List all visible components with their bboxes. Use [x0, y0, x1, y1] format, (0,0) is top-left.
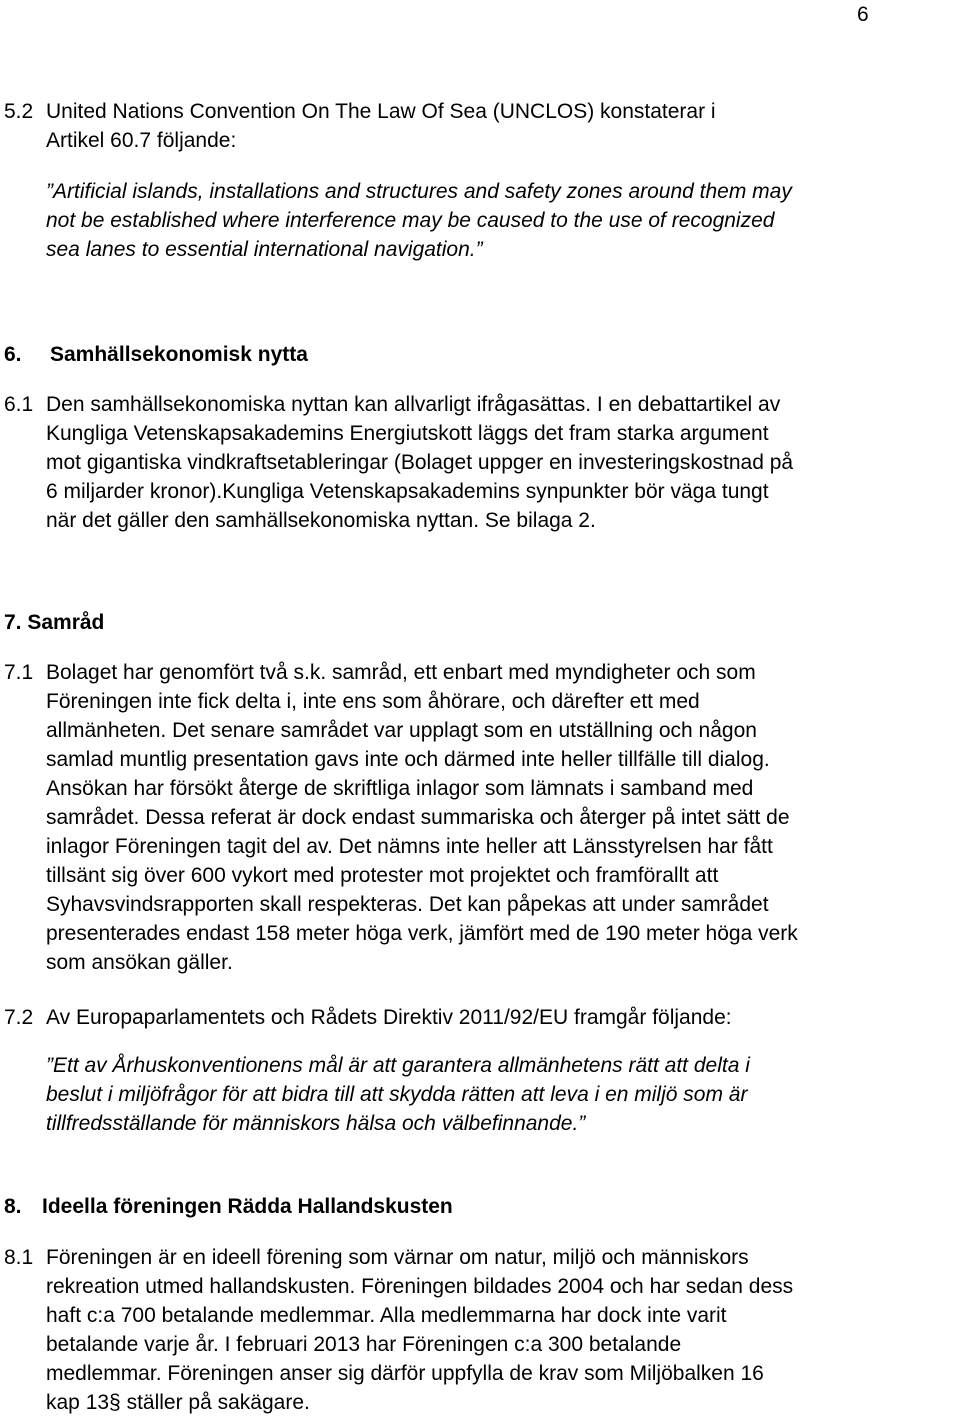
section-8-heading: Ideella föreningen Rädda Hallandskusten [42, 1195, 453, 1218]
section-8-1-number: 8.1 [4, 1246, 34, 1269]
section-6-1-number: 6.1 [4, 393, 34, 416]
page-number: 6 [857, 3, 869, 26]
section-6-heading-number: 6. [4, 343, 22, 366]
section-5-2-number: 5.2 [4, 100, 34, 123]
section-5-2-text: United Nations Convention On The Law Of Sea (UNCLOS) konstaterar i Artikel 60.7 följande: [46, 100, 716, 152]
section-8-1-text: Föreningen är en ideell förening som värnar om natur, miljö och människors rekreation utmed hallandskusten. Föreningen bildades 2004 och har sedan dess haft c:a 700 betalande medlemmar. Alla medlemmarna har dock inte varit betalande varje år. I februari 2013 har Föreningen c:a 300 betalande medlemmar. Föreningen anser sig därför uppfylla de krav som Miljöbalken 16 kap 13§ ställer på sakägare. [46, 1246, 794, 1414]
section-7-heading: 7. Samråd [4, 611, 105, 634]
directive-quote: ”Ett av Århuskonventionens mål är att garantera allmänhetens rätt att delta i beslut i miljöfrågor för att bidra till att skydda rätten att leva i en miljö som är tillfredsställande för människors hälsa och välbefinnande.” [46, 1054, 750, 1135]
section-8-heading-number: 8. [4, 1195, 22, 1218]
unclos-quote: ”Artificial islands, installations and structures and safety zones around them may not be established where interference may be caused to the use of recognized sea lanes to essential international navigation.” [46, 180, 792, 261]
section-6-heading: Samhällsekonomisk nytta [50, 343, 308, 366]
section-7-1-number: 7.1 [4, 661, 34, 684]
section-6-1-text: Den samhällsekonomiska nyttan kan allvarligt ifrågasättas. I en debattartikel av Kungliga Vetenskapsakademins Energiutskott läggs det fram starka argument mot gigantiska vindkraftsetableringar (Bolaget uppger en investeringskostnad på 6 miljarder kronor).Kungliga Vetenskapsakademins synpunkter bör väga tungt när det gäller den samhällsekonomiska nyttan. Se bilaga 2. [46, 393, 794, 532]
section-7-2-text: Av Europaparlamentets och Rådets Direktiv 2011/92/EU framgår följande: [46, 1006, 732, 1029]
section-7-1-text: Bolaget har genomfört två s.k. samråd, ett enbart med myndigheter och som Föreningen inte fick delta i, inte ens som åhörare, och därefter ett med allmänheten. Det senare samrådet var upplagt som en utställning och någon samlad muntlig presentation gavs inte och därmed inte heller tillfälle till dialog. Ansökan har försökt återge de skriftliga inlagor som lämnats i samband med samrådet. Dessa referat är dock endast summariska och återger på intet sätt de inlagor Föreningen tagit del av. Det nämns inte heller att Länsstyrelsen har fått tillsänt sig över 600 vykort med protester mot projektet och framförallt att Syhavsvindsrapporten skall respekteras. Det kan påpekas att under samrådet presenterades endast 158 meter höga verk, jämfört med de 190 meter höga verk som ansökan gäller. [46, 661, 798, 974]
section-7-2-number: 7.2 [4, 1006, 34, 1029]
